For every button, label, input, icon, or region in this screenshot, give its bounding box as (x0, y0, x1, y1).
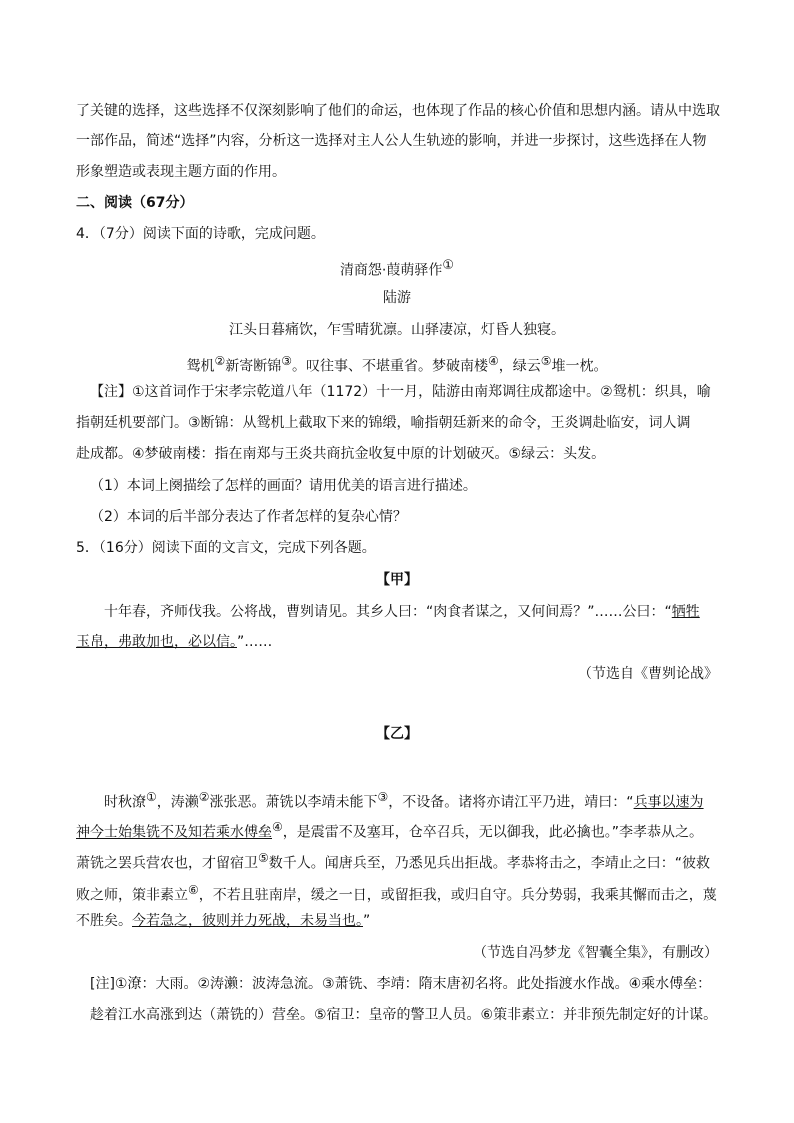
passage-yi-text: 不胜矣。 (76, 913, 132, 929)
passage-jia-text: ”…… (237, 634, 273, 650)
poem-line-2-c: 。叹往事、不堪重省。梦破南楼 (292, 358, 488, 375)
underlined-phrase: 神今士始集铣不及知若乘水傅垒 (76, 824, 272, 841)
passage-yi-text: 涨张恶。萧铣以李靖未能下 (209, 794, 378, 811)
underlined-phrase: 兵事以速为 (633, 794, 704, 811)
intro-line-3: 形象塑造或表现主题方面的作用。 (76, 164, 286, 180)
passage-yi-text: ，是震雷不及塞耳，仓卒召兵，无以御我，此必擒也。”李孝恭从之。 (282, 824, 704, 841)
poem-note-line-3: 赴成都。④梦破南楼：指在南郑与王炎共商抗金收复中原的计划破灭。⑤绿云：头发。 (76, 446, 606, 462)
passage-yi-source: （节选自冯梦龙《智囊全集》，有删改） (473, 945, 718, 961)
section-heading: 二、阅读（67分） (76, 195, 194, 211)
passage-yi-text: 数千人。闻唐兵至，乃悉见兵出拒战。孝恭将击之，李靖止之曰：“彼救 (268, 855, 711, 872)
passage-yi-text: ，不若且驻南岸，缓之一日，或留拒我，或归自守。兵分势弱，我乘其懈而击之，蔑 (198, 887, 717, 904)
underlined-phrase: 牺牲 (671, 604, 700, 620)
poem-note-line-2: 指朝廷机要部门。③断锦：从鸳机上截取下来的锦缎，喻指朝廷新来的命令，王炎调赴临安，词人调 (76, 415, 691, 431)
poem-title-text: 清商怨·葭萌驿作 (339, 262, 443, 279)
passage-jia-line-1 (104, 602, 700, 622)
passage-yi-text: ，涛濑 (156, 794, 199, 811)
poem-line-2-a: 鸳机 (186, 358, 215, 375)
footnote-marker: ② (198, 790, 210, 804)
passage-jia-source: （节选自《曹刿论战》 (578, 666, 718, 682)
footnote-marker: ③ (377, 790, 389, 804)
passage-yi-text: 萧铣之罢兵营农也，才留宿卫 (76, 855, 258, 872)
poem-line-2-d: ，绿云 (498, 358, 541, 375)
passage-jia-text: 十年春，齐师伐我。公将战，曹刿请见。其乡人曰：“肉食者谋之，又何间焉？”……公曰：“ (104, 604, 672, 620)
poem-author: 陆游 (383, 290, 411, 306)
passage-yi-text: 时秋潦 (104, 794, 146, 811)
footnote-marker: ① (442, 258, 455, 273)
footnote-marker: ⑤ (258, 851, 269, 865)
passage-yi-note-2: 趁着江水高涨到达（萧铣的）营垒。⑤宿卫：皇帝的警卫人员。⑥策非素立：并非预先制定好的计谋。 (90, 1007, 718, 1023)
question-4-stem: 4．（7分）阅读下面的诗歌，完成问题。 (76, 226, 325, 242)
sub-question-1: （1）本词上阕描绘了怎样的画面？请用优美的语言进行描述。 (90, 478, 477, 494)
poem-line-2-b: 新寄断锦 (225, 358, 282, 375)
passage-yi-line-5 (76, 911, 370, 931)
passage-yi-line-1 (104, 787, 704, 813)
footnote-marker: ③ (281, 354, 292, 368)
passage-yi-line-2 (76, 817, 703, 843)
poem-line-1: 江头日暮痛饮，乍雪晴犹凛。山驿凄凉，灯昏人独寝。 (229, 322, 565, 338)
question-5-stem: 5．（16分）阅读下面的文言文，完成下列各题。 (76, 540, 376, 556)
poem-line-2 (0, 351, 794, 377)
underlined-phrase: 玉帛，弗敢加也，必以信。 (76, 634, 237, 650)
poem-title (0, 256, 794, 281)
passage-yi-title: 【乙】 (376, 726, 418, 742)
footnote-marker: ② (214, 354, 226, 368)
footnote-marker: ① (146, 790, 157, 804)
footnote-marker: ④ (272, 820, 283, 834)
passage-yi-line-4 (76, 880, 717, 906)
underlined-phrase: 今若急之，彼则并力死战，未易当也。 (132, 913, 363, 929)
passage-yi-note-1: [注]①潦：大雨。②涛濑：波涛急流。③萧铣、李靖：隋末唐初名将。此处指渡水作战。④乘水傅垒： (90, 976, 712, 992)
passage-yi-text: ” (363, 913, 371, 929)
passage-jia-title: 【甲】 (376, 572, 418, 588)
passage-jia-line-2 (76, 632, 272, 652)
footnote-marker: ④ (488, 354, 499, 368)
sub-question-2: （2）本词的后半部分表达了作者怎样的复杂心情？ (90, 509, 407, 525)
poem-line-2-e: 堆一枕。 (551, 358, 608, 375)
footnote-marker: ⑤ (540, 354, 552, 368)
intro-line-1: 了关键的选择，这些选择不仅深刻影响了他们的命运，也体现了作品的核心价值和思想内涵。请从中选取 (76, 103, 720, 119)
passage-yi-text: ，不设备。诸将亦请江平乃进，靖曰：“ (388, 794, 634, 811)
intro-line-2: 一部作品，简述“选择”内容，分析这一选择对主人公人生轨迹的影响，并进一步探讨，这些选择在人物 (76, 133, 707, 149)
passage-yi-line-3 (76, 848, 710, 874)
poem-note-line-1: 【注】①这首词作于宋孝宗乾道八年（1172）十一月，陆游由南郑调往成都途中。②鸳机：织具，喻 (90, 384, 711, 400)
footnote-marker: ⑥ (188, 883, 199, 897)
passage-yi-text: 败之师，策非素立 (76, 887, 188, 904)
